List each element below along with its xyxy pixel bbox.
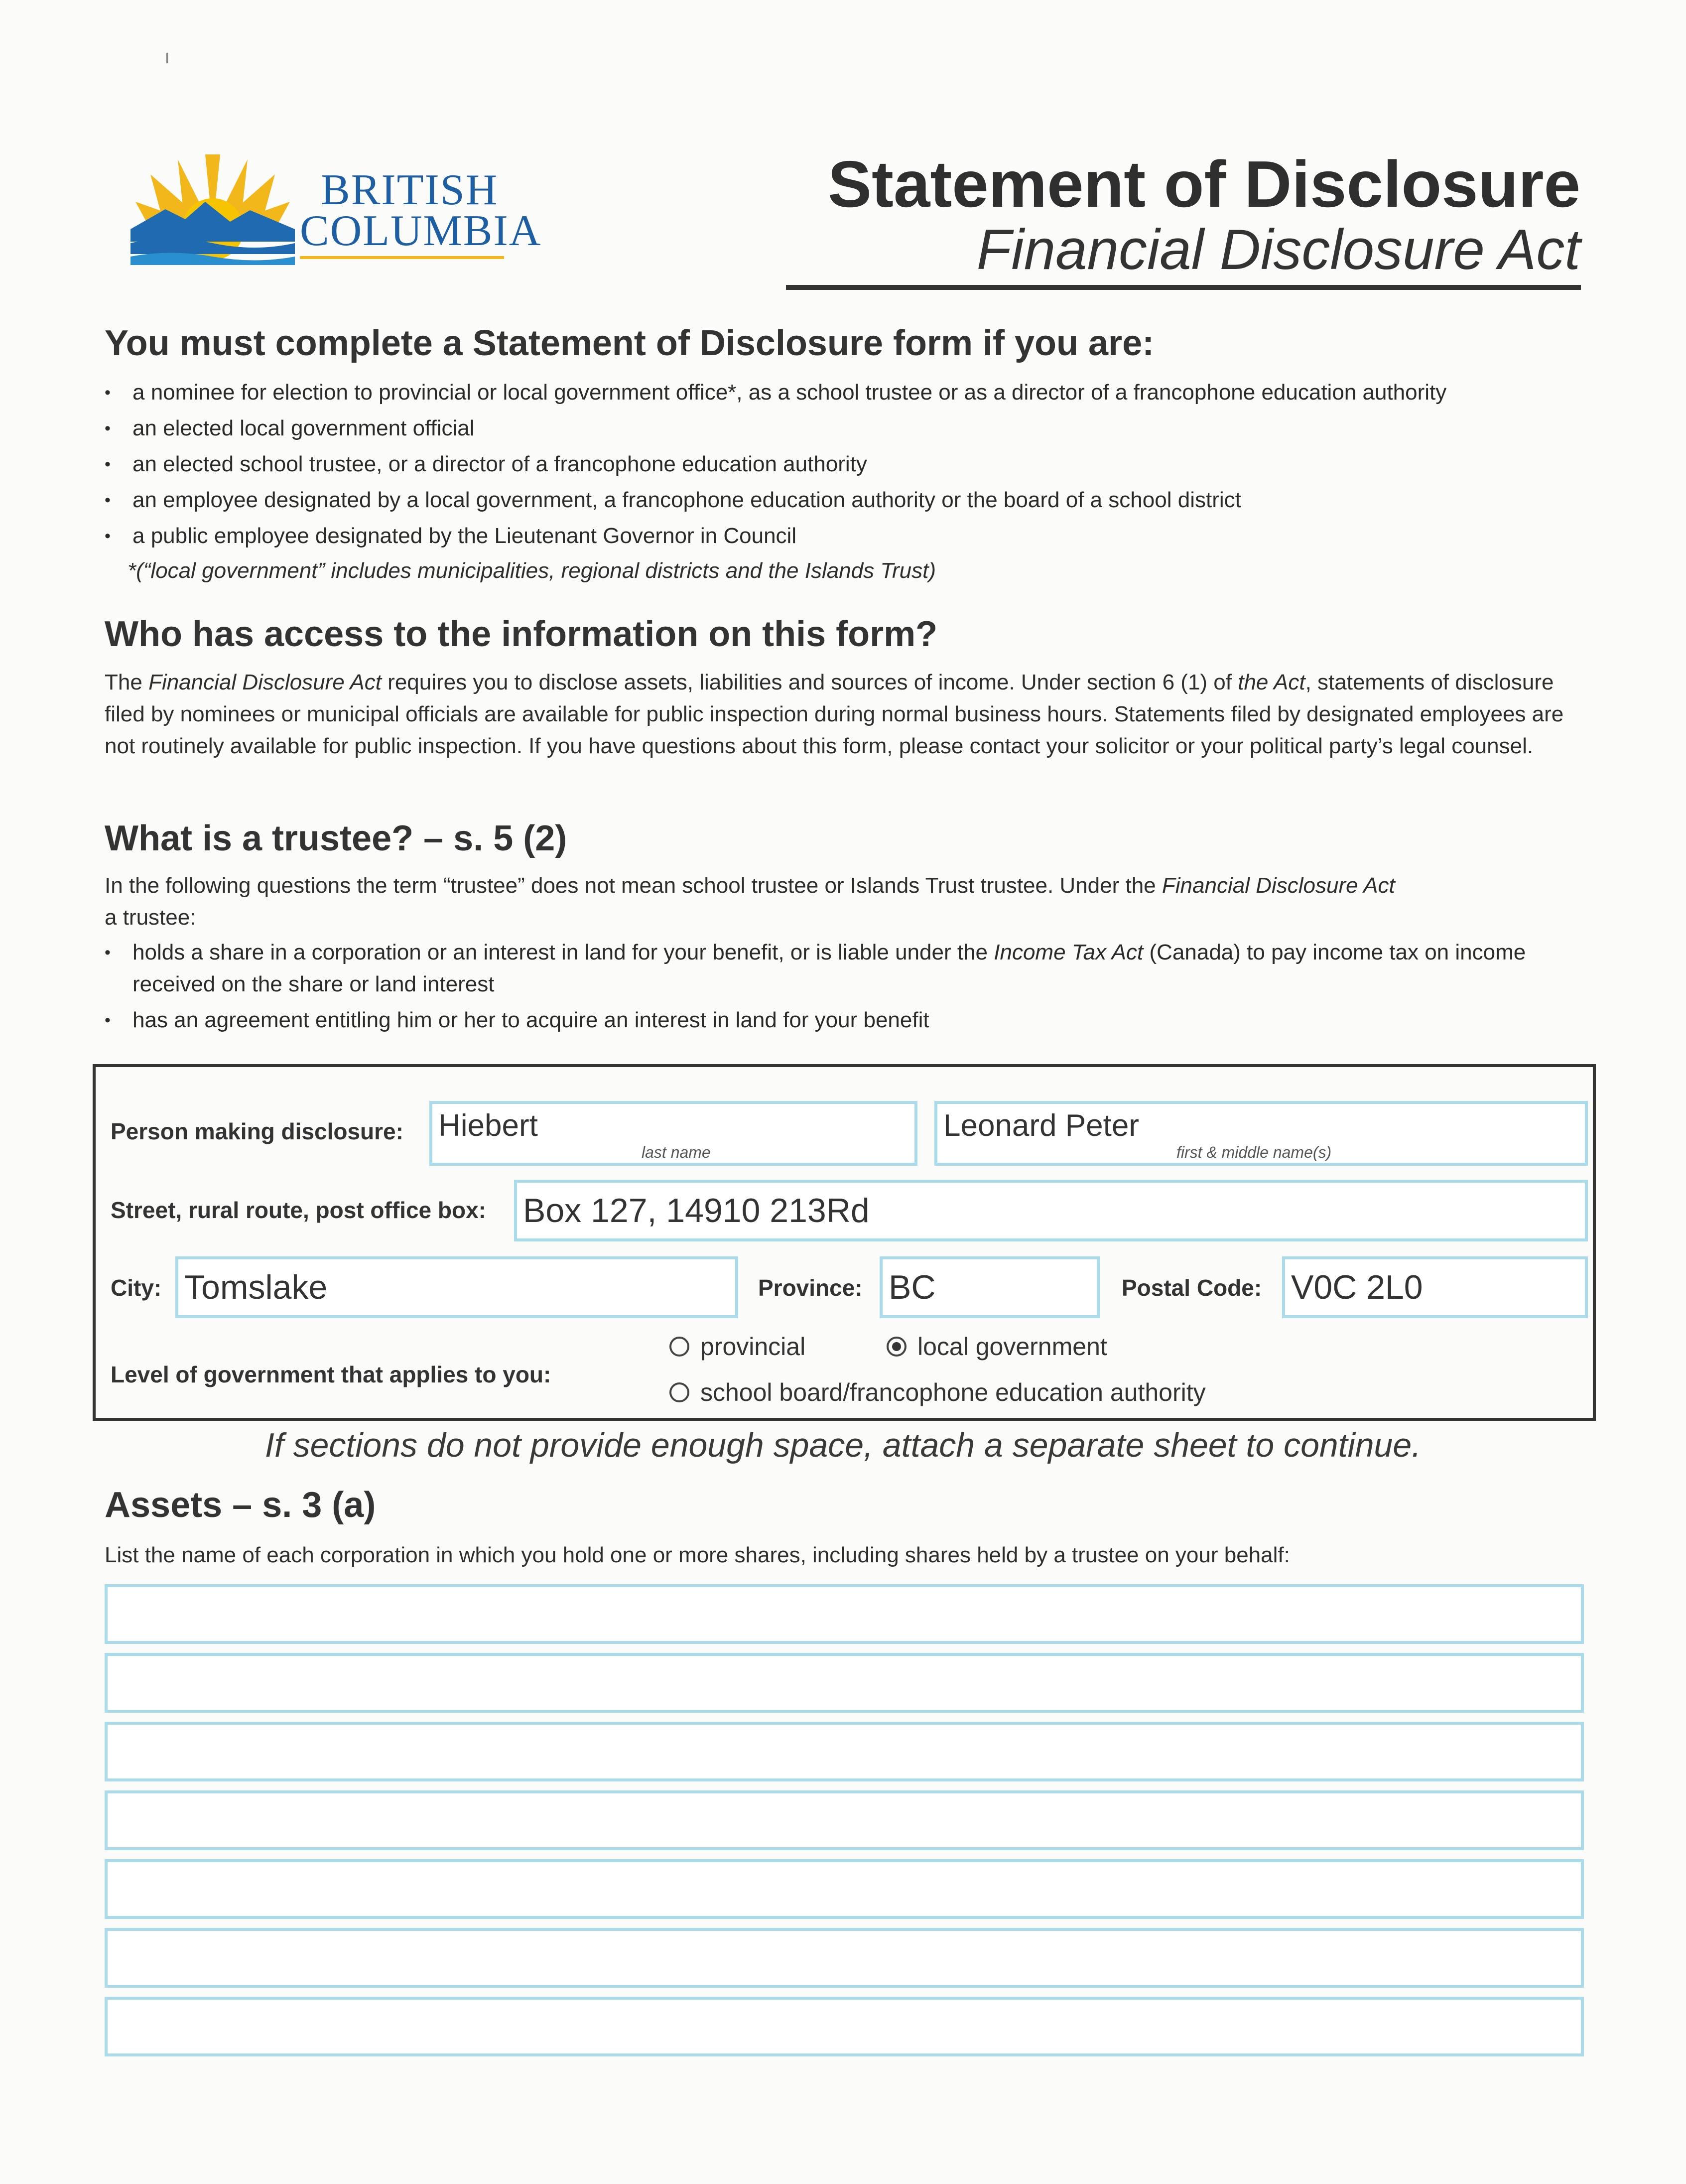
radio-local-government[interactable]: local government	[887, 1332, 1107, 1361]
radio-circle	[669, 1382, 689, 1402]
continue-note: If sections do not provide enough space, attach a separate sheet to continue.	[264, 1426, 1422, 1464]
asset-input-row[interactable]	[105, 1997, 1584, 2056]
logo-line2: COLUMBIA	[300, 207, 542, 255]
radio-circle-selected	[887, 1337, 907, 1357]
last-name-hint: last name	[642, 1143, 711, 1161]
asset-input-row[interactable]	[105, 1722, 1584, 1781]
scan-mark: ı	[164, 46, 170, 68]
page-header	[828, 149, 1580, 281]
list-item: • an elected local government official	[105, 410, 1589, 446]
city-value: Tomslake	[184, 1268, 328, 1306]
sun-mountain-icon	[130, 154, 295, 269]
last-name-value: Hiebert	[438, 1108, 538, 1143]
postal-code-field[interactable]	[1282, 1256, 1588, 1318]
access-paragraph: The Financial Disclosure Act requires you to disclose assets, liabilities and sources of income. Under section 6 (1) of the Act, statements of disclosure filed by nominees or municipal officials are available for public inspection during normal business hours. Statements filed by designated employees are not routinely available for public inspection. If you have questions about this form, please contact your solicitor or your political party’s legal counsel.	[105, 670, 1564, 758]
street-label: Street, rural route, post office box:	[111, 1197, 486, 1223]
title-rule	[786, 285, 1581, 290]
personal-info-box	[93, 1064, 1596, 1421]
city-field[interactable]	[175, 1256, 738, 1318]
bc-logo	[130, 149, 542, 269]
list-item: • an elected school trustee, or a director of a francophone education authority	[105, 446, 1589, 482]
radio-circle	[669, 1337, 689, 1357]
postal-value: V0C 2L0	[1291, 1268, 1423, 1306]
list-item: • holds a share in a corporation or an interest in land for your benefit, or is liable under the Income Tax Act (Canada) to pay income tax on income received on the share or land interest	[105, 937, 1589, 1000]
last-name-field[interactable]	[429, 1101, 917, 1166]
asset-input-row[interactable]	[105, 1928, 1584, 1988]
assets-instruction: List the name of each corporation in which you hold one or more shares, including shares held by a trustee on your behalf:	[105, 1543, 1290, 1567]
province-label: Province:	[758, 1275, 863, 1301]
asset-input-row[interactable]	[105, 1790, 1584, 1850]
province-value: BC	[889, 1268, 936, 1306]
section-heading-must-complete: You must complete a Statement of Disclosure form if you are:	[105, 323, 1155, 363]
eligibility-list	[105, 375, 1589, 554]
trustee-list	[105, 937, 1589, 1036]
asset-input-row[interactable]	[105, 1859, 1584, 1919]
local-government-note: *(“local government” includes municipalities, regional districts and the Islands Trust)	[128, 558, 936, 583]
list-item: • a nominee for election to provincial or local government office*, as a school trustee or as a director of a francophone education authority	[105, 375, 1589, 410]
postal-label: Postal Code:	[1122, 1275, 1262, 1301]
trustee-paragraph: In the following questions the term “trustee” does not mean school trustee or Islands Trust trustee. Under the Financial Disclosure Act a trustee:	[105, 873, 1395, 930]
list-item: • an employee designated by a local government, a francophone education authority or the board of a school district	[105, 482, 1589, 518]
radio-provincial[interactable]: provincial	[669, 1332, 805, 1361]
level-label: Level of government that applies to you:	[111, 1362, 551, 1387]
section-heading-trustee: What is a trustee? – s. 5 (2)	[105, 819, 567, 858]
logo-line1: BRITISH	[321, 166, 499, 214]
first-name-hint: first & middle name(s)	[1176, 1143, 1332, 1161]
street-field[interactable]	[514, 1180, 1588, 1241]
page-subtitle: Financial Disclosure Act	[976, 218, 1580, 281]
list-item: • a public employee designated by the Lieutenant Governor in Council	[105, 518, 1589, 554]
person-label: Person making disclosure:	[111, 1118, 403, 1144]
city-label: City:	[111, 1275, 162, 1301]
page-title: Statement of Disclosure	[827, 147, 1580, 221]
province-field[interactable]	[880, 1256, 1100, 1318]
asset-input-row[interactable]	[105, 1653, 1584, 1713]
section-heading-assets: Assets – s. 3 (a)	[105, 1485, 376, 1525]
asset-input-row[interactable]	[105, 1584, 1584, 1644]
first-name-field[interactable]	[934, 1101, 1588, 1166]
street-value: Box 127, 14910 213Rd	[523, 1192, 870, 1229]
section-heading-access: Who has access to the information on this form?	[105, 614, 938, 654]
logo-underline	[300, 256, 504, 259]
list-item: • has an agreement entitling him or her to acquire an interest in land for your benefit	[105, 1004, 1589, 1036]
radio-school-board[interactable]: school board/francophone education authority	[669, 1378, 1206, 1407]
first-name-value: Leonard Peter	[943, 1108, 1139, 1143]
